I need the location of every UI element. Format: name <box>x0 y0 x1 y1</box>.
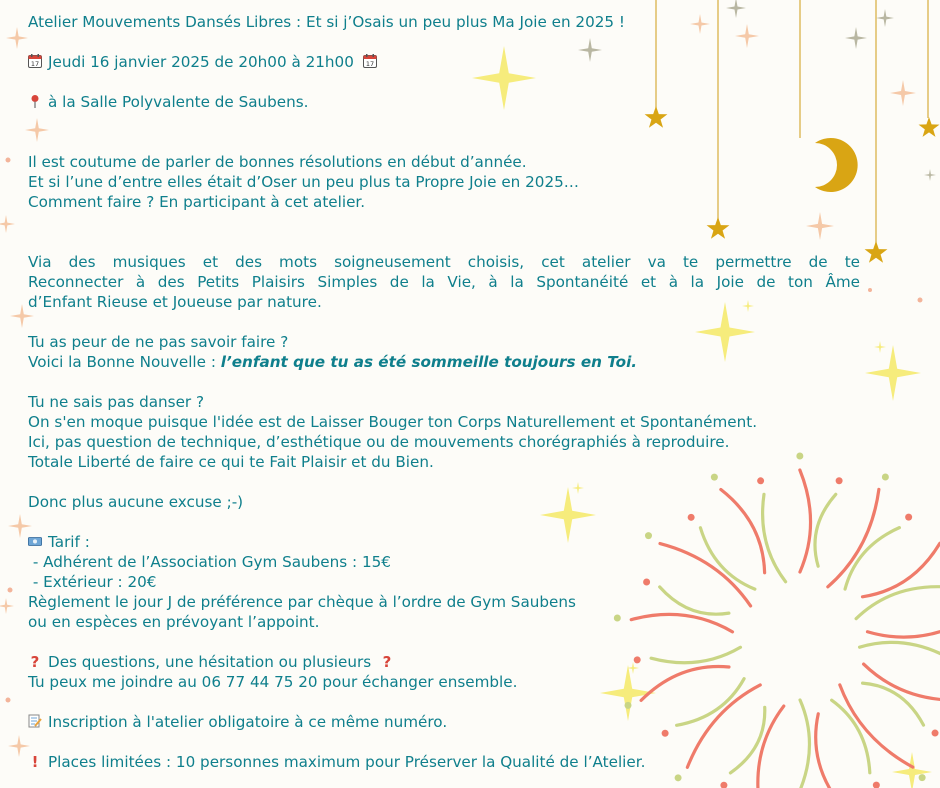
fear-answer <box>28 352 860 372</box>
firework-dot <box>675 774 682 781</box>
registration-line <box>28 712 860 732</box>
sparkle-icon <box>6 27 28 49</box>
limit-line <box>28 752 860 772</box>
payment-line: ou en espèces en prévoyant l’appoint. <box>28 613 320 631</box>
firework-dot <box>932 730 939 737</box>
sparkle-icon <box>865 345 921 401</box>
firework-ray <box>867 619 940 637</box>
sparkle-icon <box>8 735 30 757</box>
pushpin-icon <box>28 94 42 108</box>
firework-dot <box>873 782 880 788</box>
intro-line: Et si l’une d’entre elles était d’Oser un peu plus ta Propre Joie en 2025… <box>28 173 579 191</box>
dance-line: Totale Liberté de faire ce qui te Fait Plaisir et du Bien. <box>28 453 434 471</box>
event-date <box>28 52 860 72</box>
firework-dot <box>919 774 926 781</box>
svg-text:?: ? <box>382 654 392 668</box>
paragraph-line: d’Enfant Rieuse et Joueuse par nature. <box>28 293 322 311</box>
star-icon <box>919 117 940 137</box>
paragraph-line: Via des musiques et des mots soigneusement choisis, cet atelier va te permettre de te <box>28 253 860 271</box>
fear-answer-emphasis: l’enfant que tu as été sommeille toujours en Toi. <box>220 353 638 371</box>
firework-dot <box>882 474 889 481</box>
dance-line: On s'en moque puisque l'idée est de Laisser Bouger ton Corps Naturellement et Spontanément. <box>28 413 758 431</box>
calendar-icon <box>363 54 377 68</box>
limit-text: Places limitées : 10 personnes maximum pour Préserver la Qualité de l’Atelier. <box>48 753 646 771</box>
excuse-line: Donc plus aucune excuse ;-) <box>28 493 244 511</box>
event-location <box>28 92 860 112</box>
calendar-icon <box>28 54 42 68</box>
pricing-member: - Adhérent de l’Association Gym Saubens : 15€ <box>28 553 391 571</box>
questions-label-text: Des questions, une hésitation ou plusieurs <box>48 653 372 671</box>
question-mark-icon <box>380 654 394 668</box>
contact-line: Tu peux me joindre au 06 77 44 75 20 pour échanger ensemble. <box>28 673 518 691</box>
sparkle-icon <box>924 169 936 181</box>
pricing-outside: - Extérieur : 20€ <box>28 573 157 591</box>
firework-ray <box>863 543 940 596</box>
firework-dot <box>905 514 912 521</box>
sparkle-icon <box>0 215 15 233</box>
svg-text:?: ? <box>30 654 40 668</box>
firework-ray <box>860 642 940 658</box>
event-title: Atelier Mouvements Dansés Libres : Et si j’Osais un peu plus Ma Joie en 2025 ! <box>28 13 625 31</box>
event-announcement <box>28 12 860 772</box>
sparkle-icon <box>0 598 14 614</box>
firework-ray <box>863 683 924 725</box>
svg-text:17: 17 <box>365 60 374 68</box>
paragraph-line: Reconnecter à des Petits Plaisirs Simples de la Vie, à la Spontanéité et à la Joie de ton Âme <box>28 273 860 291</box>
pricing-label <box>28 532 860 552</box>
sparkle-icon <box>874 341 886 353</box>
svg-text:17: 17 <box>30 60 40 68</box>
banknote-icon <box>28 534 42 548</box>
event-location-text: à la Salle Polyvalente de Saubens. <box>48 93 309 111</box>
firework-ray <box>856 587 940 619</box>
registration-text: Inscription à l'atelier obligatoire à ce même numéro. <box>48 713 448 731</box>
question-mark-icon <box>28 654 42 668</box>
exclamation-icon <box>28 754 42 768</box>
fear-answer-prefix: Voici la Bonne Nouvelle : <box>28 353 221 371</box>
payment-line: Règlement le jour J de préférence par chèque à l’ordre de Gym Saubens <box>28 593 576 611</box>
sparkle-icon <box>876 9 894 27</box>
dance-line: Tu ne sais pas danser ? <box>28 393 205 411</box>
sparkle-icon <box>890 80 916 106</box>
pricing-label-text: Tarif : <box>48 533 90 551</box>
memo-icon <box>28 714 42 728</box>
svg-text:!: ! <box>31 754 39 768</box>
questions-label <box>28 652 860 672</box>
dance-line: Ici, pas question de technique, d’esthétique ou de mouvements chorégraphiés à reproduire. <box>28 433 730 451</box>
event-date-text: Jeudi 16 janvier 2025 de 20h00 à 21h00 <box>48 53 354 71</box>
fear-question: Tu as peur de ne pas savoir faire ? <box>28 333 289 351</box>
intro-line: Comment faire ? En participant à cet atelier. <box>28 193 366 211</box>
firework-dot <box>720 782 727 788</box>
star-icon <box>865 241 888 263</box>
firework-ray <box>864 664 940 700</box>
intro-line: Il est coutume de parler de bonnes résolutions en début d’année. <box>28 153 527 171</box>
